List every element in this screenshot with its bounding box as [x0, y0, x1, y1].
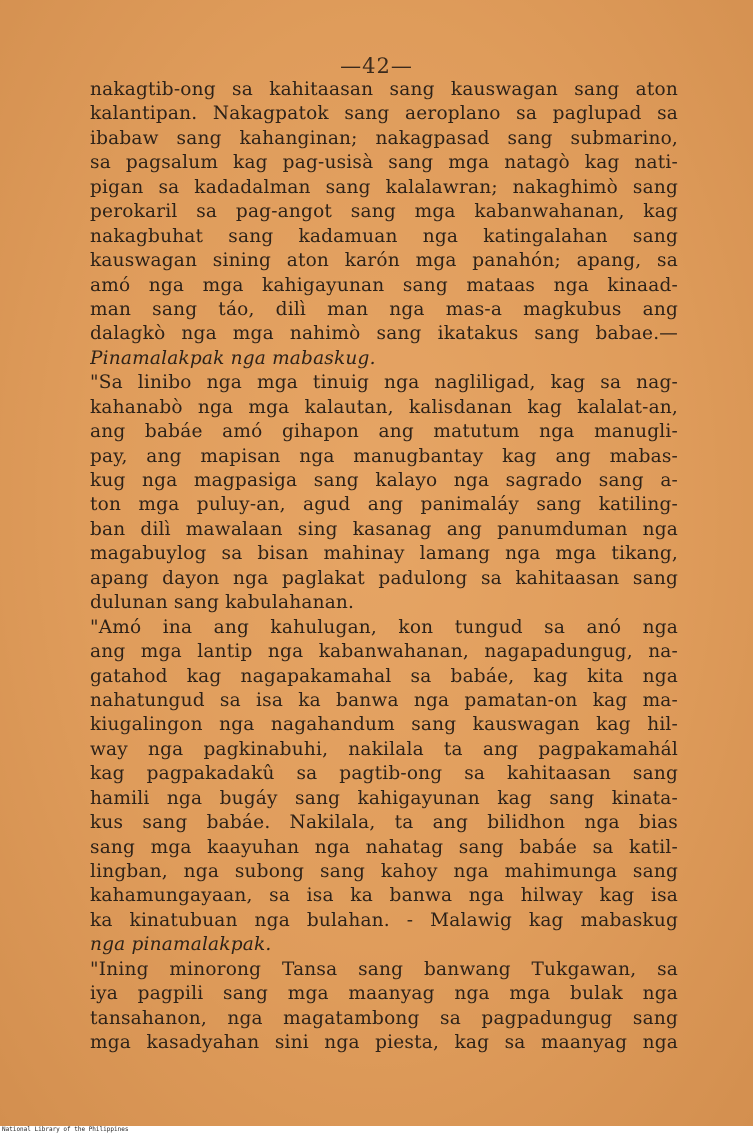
text-line: kug nga magpasiga sang kalayo nga sagrado sang a- [90, 470, 678, 491]
text-line: "Sa linibo nga mga tinuig nga nagliligad, kag sa nag- [90, 372, 678, 394]
text-line: perokaril sa pag-angot sang mga kabanwahanan, kag [90, 201, 678, 223]
text-line: kahamungayaan, sa isa ka banwa nga hilway kag isa [90, 885, 678, 907]
text-line: gatahod kag nagapakamahal sa babáe, kag kita nga [90, 665, 678, 687]
text-line: way nga pagkinabuhi, nakilala ta ang pagpakamahál [90, 738, 678, 760]
text-line: tansahanon, nga magatambong sa pagpadungug sang [90, 1007, 678, 1029]
text-line: kahanabò nga mga kalautan, kalisdanan kag kalalat-an, [90, 396, 678, 418]
text-line: pay, ang mapisan nga manugbantay kag ang mabas- [90, 445, 678, 467]
text-line: sa pagsalum kag pag-usisà sang mga natagò kag nati- [90, 152, 678, 174]
page-number: —42— [340, 54, 413, 78]
text-line: ban dilì mawalaan sing kasanag ang panumduman nga [90, 518, 678, 540]
text-line: ka kinatubuan nga bulahan. - Malawig kag mabaskug [90, 909, 678, 931]
text-line: nakagtib-ong sa kahitaasan sang kauswagan sang aton [90, 79, 678, 100]
text-line: mga kasadyahan sini nga piesta, kag sa maanyag nga [90, 1032, 678, 1054]
text-line: kag pagpakadakû sa pagtib-ong sa kahitaasan sang [90, 763, 678, 785]
text-line: dalagkò nga mga nahimò sang ikatakus sang babae.— [90, 323, 678, 345]
text-line: dulunan sang kabulahanan. [90, 592, 355, 614]
text-line: nakagbuhat sang kadamuan nga katingalahan sang [90, 225, 678, 247]
text-line: kus sang babáe. Nakilala, ta ang bilidhon nga bias [90, 812, 678, 834]
text-line: lingban, nga subong sang kahoy nga mahimunga sang [90, 861, 678, 882]
text-line: amó nga mga kahigayunan sang mataas nga kinaad- [90, 274, 678, 296]
text-line: "Amó ina ang kahulugan, kon tungud sa anó nga [90, 616, 678, 638]
text-line: kalantipan. Nakagpatok sang aeroplano sa paglupad sa [90, 103, 678, 125]
text-line: ang babáe amó gihapon ang matutum nga manugli- [90, 421, 678, 443]
text-line: "Ining minorong Tansa sang banwang Tukgawan, sa [90, 958, 678, 980]
text-line: man sang táo, dilì man nga mas-a magkubus ang [90, 298, 678, 320]
text-line: magabuylog sa bisan mahinay lamang nga mga tikang, [90, 543, 678, 565]
text-line: kauswagan sining aton karón mga panahón; apang, sa [90, 250, 678, 272]
library-credit: National Library of the Philippines [2, 1126, 129, 1133]
text-line: ton mga puluy-an, agud ang panimaláy sang katiling- [90, 494, 678, 516]
text-line: kiugalingon nga nagahandum sang kauswagan kag hil- [90, 714, 678, 736]
text-line: apang dayon nga paglakat padulong sa kahitaasan sang [90, 567, 678, 589]
body-text [90, 78, 678, 1056]
text-line: sang mga kaayuhan nga nahatag sang babáe sa katil- [90, 836, 678, 858]
text-line: hamili nga bugáy sang kahigayunan kag sang kinata- [90, 787, 678, 809]
text-line: nahatungud sa isa ka banwa nga pamatan-on kag ma- [90, 689, 678, 711]
text-line: nga pinamalakpak. [90, 934, 272, 956]
text-line: pigan sa kadadalman sang kalalawran; nakaghimò sang [90, 176, 678, 198]
text-line: Pinamalakpak nga mabaskug. [90, 347, 376, 369]
text-line: ibabaw sang kahanginan; nakagpasad sang submarino, [90, 127, 678, 149]
text-line: ang mga lantip nga kabanwahanan, nagapadungug, na- [90, 641, 678, 663]
text-line: iya pagpili sang mga maanyag nga mga bulak nga [90, 983, 678, 1005]
